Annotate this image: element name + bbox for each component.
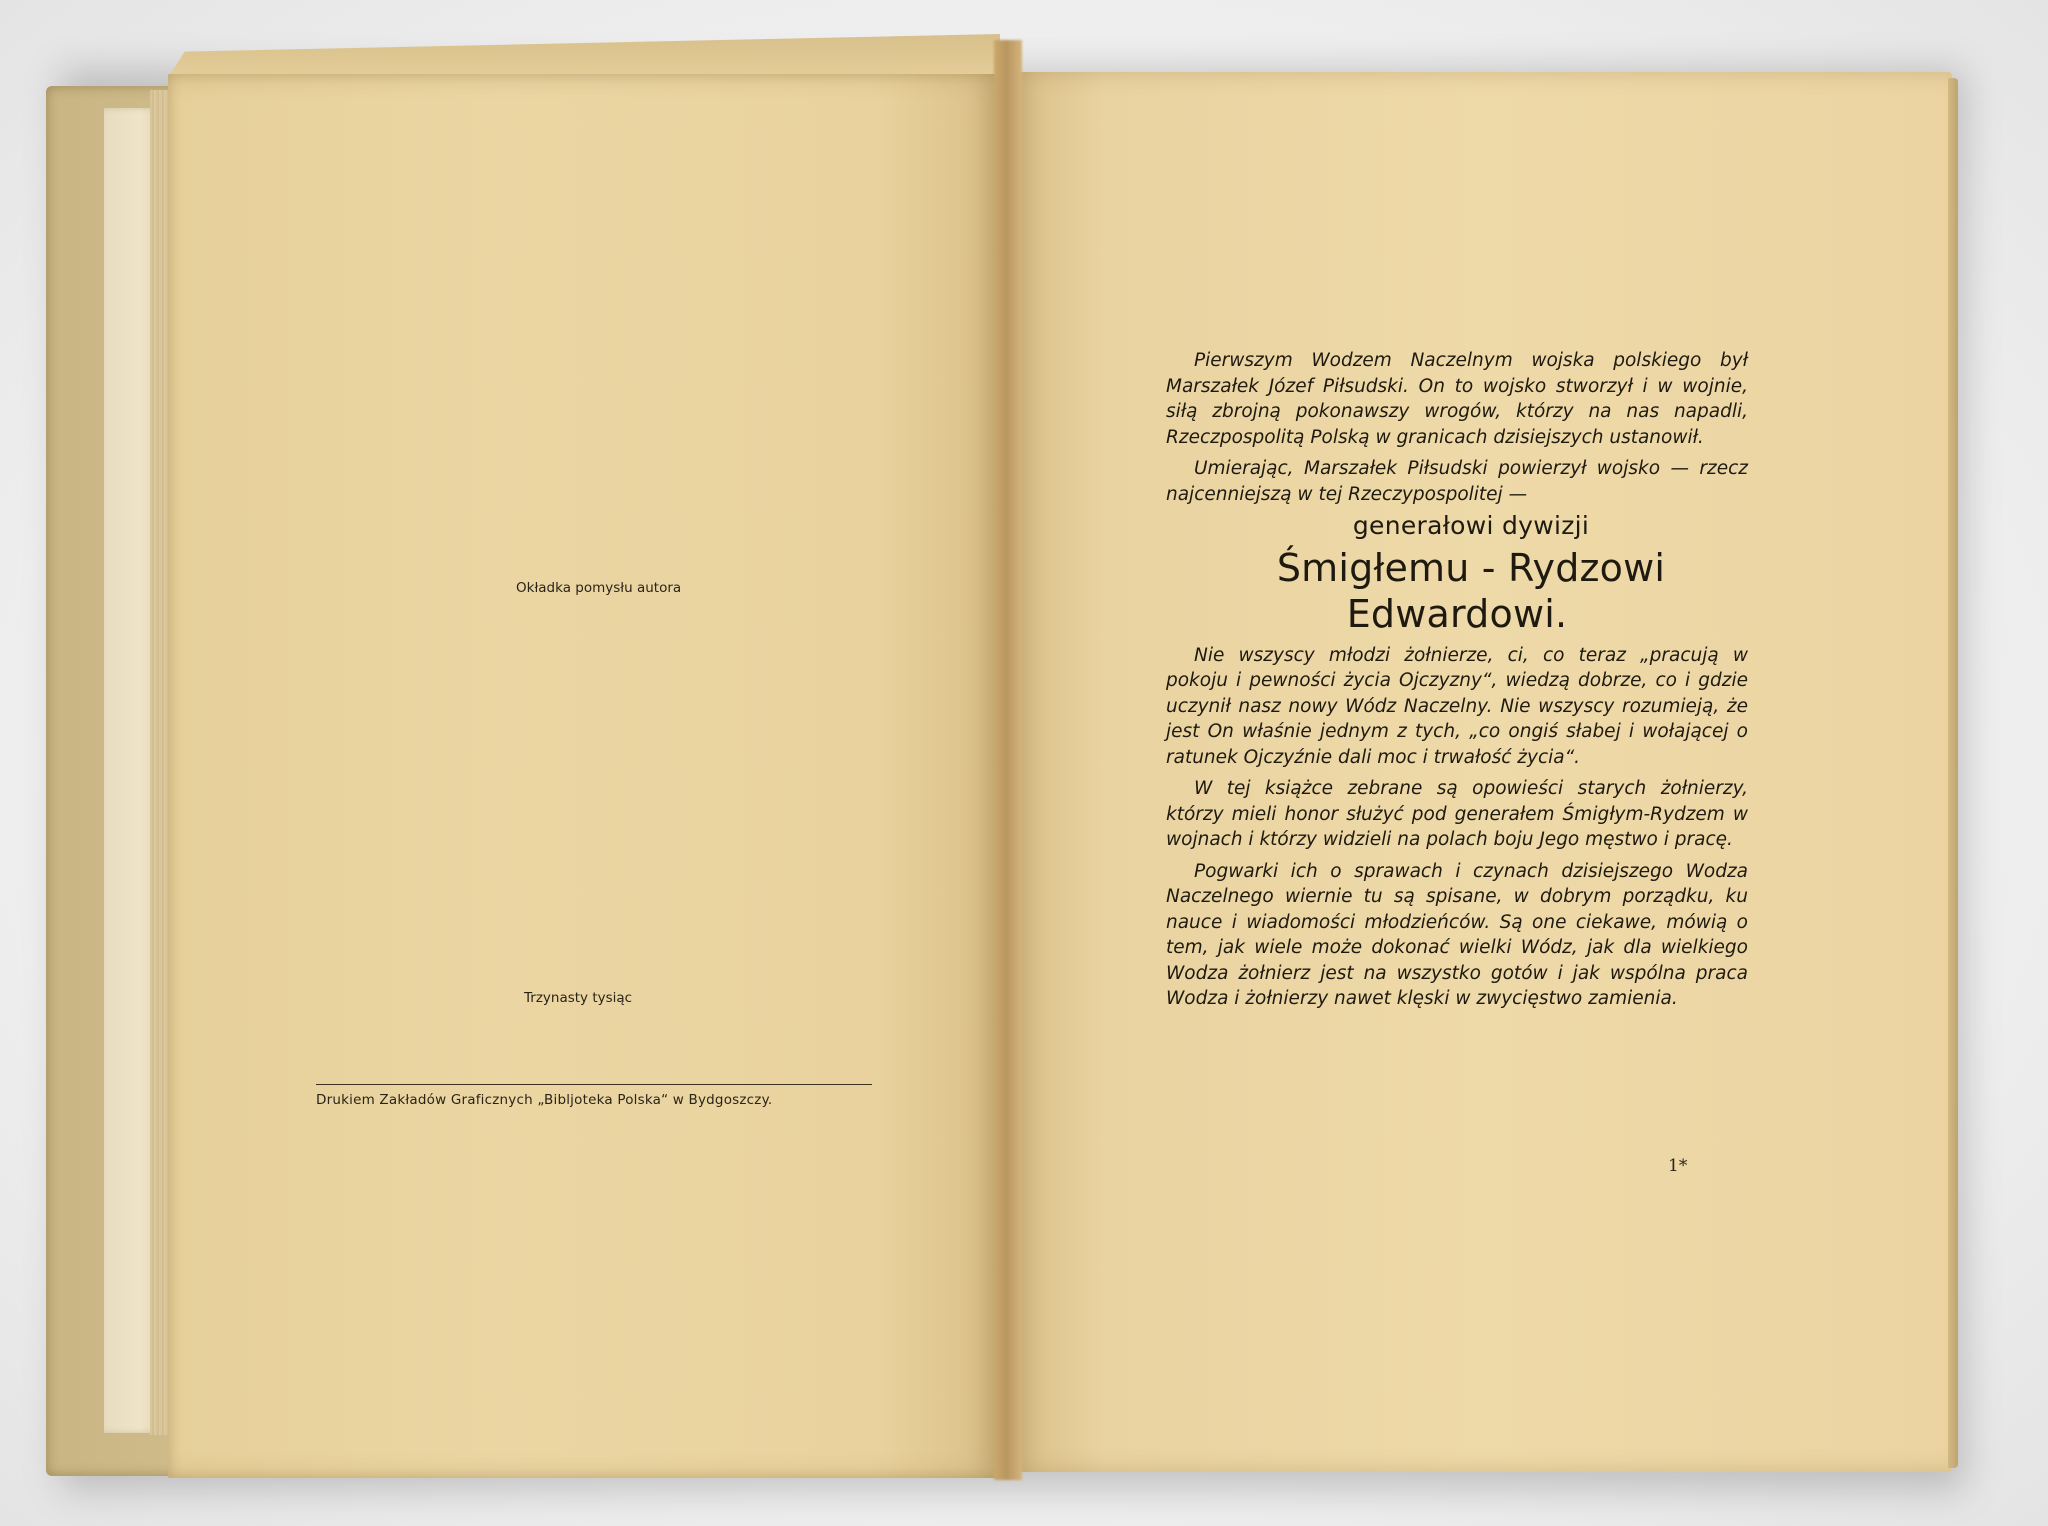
paragraph-5: Pogwarki ich o sprawach i czynach dzisiejszego Wodza Naczelnego wiernie tu są spisane, w dobrym porządku, ku nauce i wiadomości młodzieńców. Są one ciekawe, mówią o tem, jak wiele może dokonać wielki Wódz, jak dla wielkiego Wodza żołnierz jest na wszystko gotów i jak wspólna praca Wodza i żołnierzy nawet klęski w zwycięstwo zamienia. <box>1166 860 1748 1009</box>
paragraph-3: Nie wszyscy młodzi żołnierze, ci, co teraz „pracują w pokoju i pewności życia Ojczyzny“, wiedzą dobrze, co i gdzie uczynił nasz nowy Wódz Naczelny. Nie wszyscy rozumieją, że jest On właśnie jednym z tych, „co ongiś słabej i wołającej o ratunek Ojczyźnie dali moc i trwałość życia“. <box>1166 644 1748 768</box>
left-page-top-edge <box>168 34 1000 78</box>
dedication-heading-name: Śmigłemu - Rydzowi Edwardowi. <box>1276 545 1666 636</box>
edition-text: Trzynasty tysiąc <box>524 990 633 1006</box>
dedication-text-block <box>1166 348 1748 1018</box>
page-folio: 1* <box>1668 1156 1688 1176</box>
paragraph-1: Pierwszym Wodzem Naczelnym wojska polskiego był Marszałek Józef Piłsudski. On to wojsko stworzył i w wojnie, siłą zbrojną pokonawszy wrogów, którzy na nas napadli, Rzeczpospolitą Polską w granicach dzisiejszych ustanowił. <box>1166 350 1748 448</box>
left-page <box>168 74 1000 1478</box>
paragraph-4: W tej książce zebrane są opowieści starych żołnierzy, którzy mieli honor służyć pod generałem Śmigłym-Rydzem w wojnach i którzy widzieli na polach boju Jego męstwo i pracę. <box>1166 778 1748 850</box>
right-page-edge <box>1948 78 1958 1468</box>
dedication-heading-rank: generałowi dywizji <box>1352 511 1590 540</box>
cover-credit-text: Okładka pomysłu autora <box>516 580 682 596</box>
paragraph-2: Umierając, Marszałek Piłsudski powierzył wojsko — rzecz najcenniejszą w tej Rzeczypospolitej — <box>1166 458 1748 505</box>
book-gutter <box>994 40 1022 1480</box>
printer-rule <box>316 1084 872 1085</box>
printer-imprint: Drukiem Zakładów Graficznych „Bibljoteka Polska“ w Bydgoszczy. <box>316 1092 773 1108</box>
